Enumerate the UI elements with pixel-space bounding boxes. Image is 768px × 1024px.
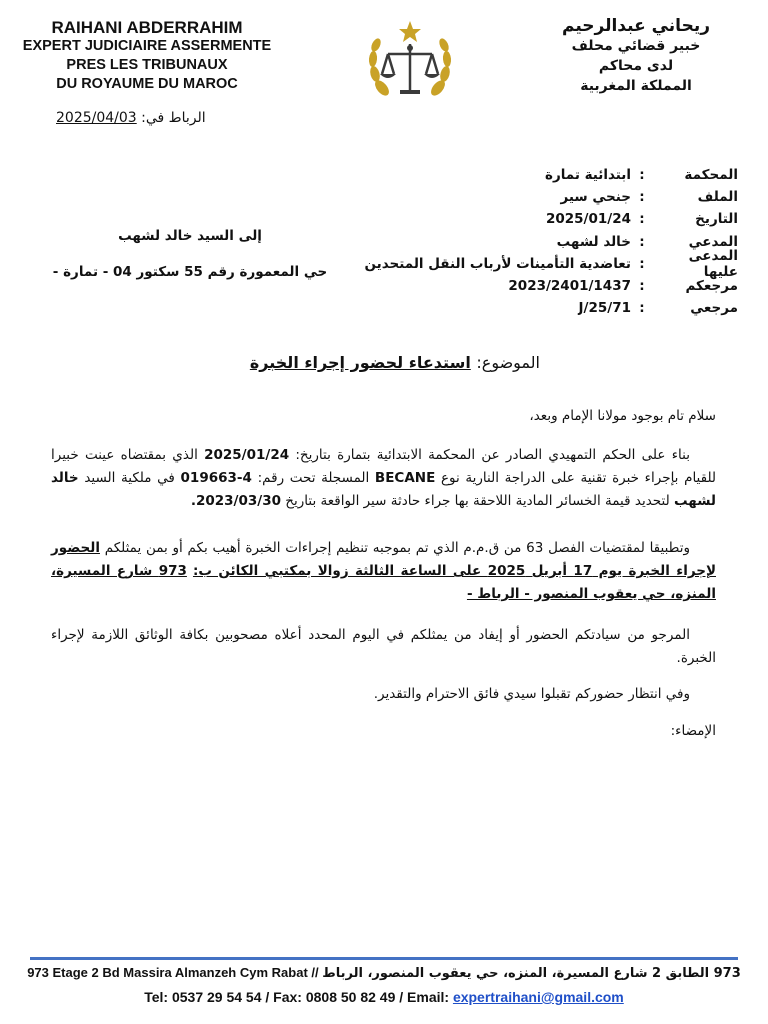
- kingdom-arabic: المملكة المغربية: [580, 78, 692, 94]
- info-row: المدعى عليها : تعاضدية التأمينات لأرباب النقل المتحدين: [364, 247, 738, 280]
- date-label: الرباط في:: [141, 110, 206, 126]
- subject-text: استدعاء لحضور إجراء الخبرة: [249, 353, 471, 372]
- footer-address: [0, 965, 768, 981]
- info-row: المدعي : خالد لشهب: [556, 233, 738, 250]
- addressee: [40, 218, 340, 290]
- greeting: سلام تام بوجود مولانا الإمام وبعد،: [529, 408, 716, 424]
- vehicle-brand: BECANE: [374, 470, 436, 486]
- appointment-address: 973 شارع المسيرة، المنزه، حي يعقوب المنصور - الرباط -: [51, 563, 716, 602]
- court-latin: PRES LES TRIBUNAUX: [66, 57, 228, 73]
- accident-date: 2023/03/30.: [190, 493, 281, 509]
- appointment-details: الحضور لإجراء الخبرة يوم 17 أبريل 2025 على الساعة الثالثة زوالا بمكتبي الكائن ب:: [51, 540, 716, 579]
- info-row: مرجعكم : 2023/2401/1437: [508, 278, 738, 295]
- info-row: مرجعي : 71/J/25: [578, 300, 738, 317]
- expert-title-arabic: خبير قضائي محلف: [571, 38, 701, 54]
- addressee-name: إلى السيد خالد لشهب: [118, 228, 262, 244]
- footer-address-latin: 973 Etage 2 Bd Massira Almanzeh Cym Rabat //: [27, 965, 319, 980]
- footer-phone-fax: Tel: 0537 29 54 54 / Fax: 0808 50 82 49 / Email:: [144, 989, 450, 1005]
- subject-line: [250, 353, 540, 372]
- letter-date: 2025/04/03: [56, 110, 137, 126]
- info-row: التاريخ : 2025/01/24: [545, 211, 738, 228]
- scales-of-justice-emblem-icon: [360, 18, 460, 113]
- footer-email-link[interactable]: expertraihani@gmail.com: [452, 989, 624, 1005]
- info-row: الملف : جنحي سير: [560, 189, 738, 206]
- kingdom-latin: DU ROYAUME DU MAROC: [56, 76, 238, 92]
- judgment-date: 2025/01/24: [204, 447, 290, 463]
- registration-number: 4-019663: [180, 470, 252, 486]
- expert-name-arabic: ريحاني عبدالرحيم: [562, 16, 710, 36]
- court-arabic: لدى محاكم: [598, 58, 674, 74]
- expert-name-latin: RAIHANI ABDERRAHIM: [51, 18, 243, 37]
- info-row: المحكمة : ابتدائية تمارة: [544, 167, 738, 184]
- date-line: [56, 110, 206, 126]
- expert-title-latin: EXPERT JUDICIAIRE ASSERMENTE: [22, 38, 272, 54]
- footer-contact: [0, 989, 768, 1005]
- footer-address-arabic: 973 الطابق 2 شارع المسيرة، المنزه، حي يعقوب المنصور، الرباط: [322, 966, 741, 981]
- paragraph-4: وفي انتظار حضوركم تقبلوا سيدي فائق الاحترام والتقدير.: [373, 686, 690, 702]
- owner-name: خالد لشهب: [51, 470, 716, 509]
- addressee-address: حي المعمورة رقم 55 سكتور 04 - تمارة -: [52, 264, 328, 280]
- header-arabic: [526, 16, 746, 96]
- case-info: [298, 164, 738, 319]
- header-latin: [2, 18, 292, 94]
- paragraph-3: المرجو من سيادتكم الحضور أو إيفاد من يمثلكم في اليوم المحدد أعلاه مصحوبين بكافة الوثائق اللازمة لإجراء الخبرة.: [51, 627, 716, 666]
- signature-label: الإمضاء:: [670, 723, 716, 739]
- footer-divider: [30, 957, 738, 960]
- paragraph-2: وتطبيقا لمقتضيات الفصل 63 من ق.م.م الذي تم بموجبه تنظيم إجراءات الخبرة أهيب بكم أو بمن يمثلكم الحضور لإجراء الخبرة يوم 17 أبريل 2025 على الساعة الثالثة زوالا بمكتبي الكائن ب: 973 شارع المسيرة، المنزه، حي يعقوب المنصور - الرباط -: [51, 540, 716, 602]
- paragraph-1: بناء على الحكم التمهيدي الصادر عن المحكمة الابتدائية بتمارة بتاريخ: 2025/01/24 الذي بمقتضاه عينت خبيرا للقيام بإجراء خبرة تقنية على الدراجة النارية نوع BECANE المسجلة تحت رقم: 4-019663 في ملكية السيد خالد لشهب لتحديد قيمة الخسائر المادية اللاحقة بها جراء حادثة سير الواقعة بتاريخ 2023/03/30.: [51, 447, 717, 509]
- subject-label: الموضوع:: [476, 353, 540, 372]
